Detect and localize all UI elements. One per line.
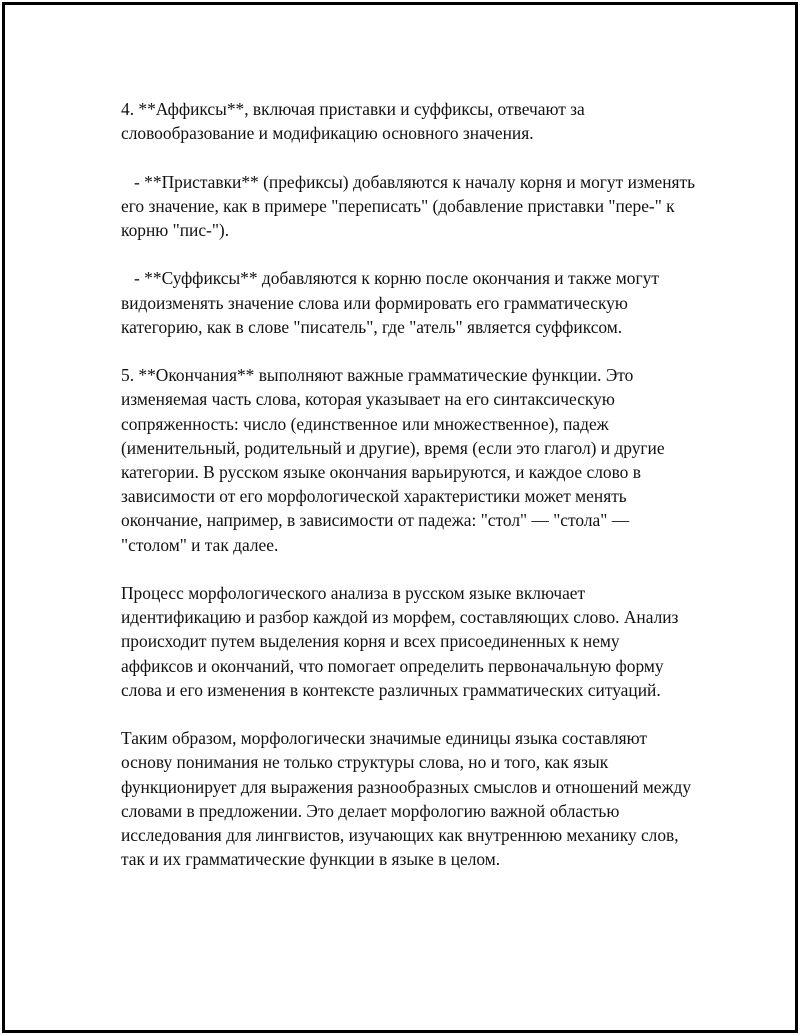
paragraph-prefixes: - **Приставки** (префиксы) добавляются к началу корня и могут изменять его значение, как в примере "переписать" (добавление приставки "пере-" к корню "пис-"). [121,171,700,240]
paragraph-affixes: 4. **Аффиксы**, включая приставки и суффиксы, отвечают за словообразование и модификацию основного значения. [121,99,590,144]
paragraph-conclusion: Таким образом, морфологически значимые единицы языка составляют основу понимания не только структуры слова, но и того, как язык функционирует для выражения разнообразных смыслов и отношений между словами в предложении. Это делает морфологию важной областью исследования для лингвистов, изучающих как внутреннюю механику слов, так и их грамматические функции в языке в целом. [121,728,696,870]
document-body [121,97,700,871]
paragraph-endings: 5. **Окончания** выполняют важные грамматические функции. Это изменяемая часть слова, которая указывает на его синтаксическую сопряженность: число (единственное или множественное), падеж (именительный, родительный и другие), время (если это глагол) и другие категории. В русском языке окончания варьируются, и каждое слово в зависимости от его морфологической характеристики может менять окончание, например, в зависимости от падежа: "стол" — "стола" — "столом" и так далее. [121,365,669,555]
paragraph-suffixes: - **Суффиксы** добавляются к корню после окончания и также могут видоизменять значение слова или формировать его грамматическую категорию, как в слове "писатель", где "атель" является суффиксом. [121,268,664,337]
page-frame [2,2,798,1033]
paragraph-morphological-analysis: Процесс морфологического анализа в русском языке включает идентификацию и разбор каждой из морфем, составляющих слово. Анализ происходит путем выделения корня и всех присоединенных к нему аффиксов и окончаний, что помогает определить первоначальную форму слова и его изменения в контексте различных грамматических ситуаций. [121,583,683,700]
